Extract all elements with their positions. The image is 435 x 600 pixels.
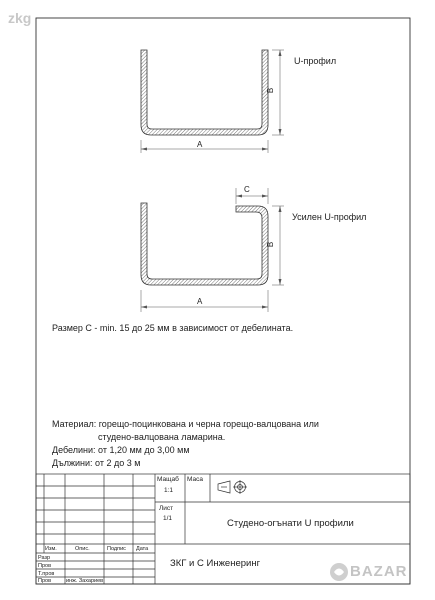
u-profile-outline — [141, 50, 268, 135]
dimension-b-label-2: B — [266, 241, 276, 248]
reinforced-u-profile-drawing — [141, 188, 284, 312]
reinforced-u-profile-title: Усилен U-профил — [292, 212, 367, 222]
dimension-a-label-2: A — [197, 297, 203, 306]
scale-label: Мащаб — [157, 476, 179, 483]
col-podpis: Подпис — [107, 546, 126, 552]
col-opis: Опис. — [75, 546, 90, 552]
size-c-note: Размер С - min. 15 до 25 мм в зависимост от дебелината. — [52, 323, 294, 333]
watermark-bottom: BAZAR — [350, 563, 408, 580]
drawing-title: Студено-огънати U профили — [227, 518, 354, 529]
material-line-1: Материал: горещо-поцинкована и черна горещо-валцована или — [52, 419, 319, 429]
dimension-a-label: A — [197, 140, 203, 149]
u-profile-drawing — [141, 50, 284, 153]
col-data: Дата — [136, 546, 149, 552]
bazar-logo — [330, 563, 348, 581]
material-line-2: студено-валцована ламарина. — [98, 432, 226, 442]
dimension-b-label: B — [266, 87, 276, 94]
row-tprov: Т.пров — [38, 571, 55, 577]
row-razr: Разр — [38, 555, 51, 561]
row-prov: Пров — [38, 563, 51, 569]
scale-value: 1:1 — [164, 487, 174, 494]
company-name: ЗКГ и С Инженеринг — [170, 558, 261, 569]
u-profile-title: U-профил — [294, 56, 337, 66]
reinforced-u-profile-outline — [141, 203, 268, 285]
watermark-top: zkg — [8, 10, 32, 26]
lengths-note: Дължини: от 2 до 3 м — [52, 458, 141, 468]
sheet-frame — [36, 18, 410, 584]
dimension-c-label: C — [244, 185, 250, 194]
mass-label: Маса — [187, 476, 203, 483]
projection-symbol-icon — [218, 480, 247, 494]
sheet-label: Лист — [159, 505, 174, 512]
col-izm: Изм. — [45, 546, 57, 552]
thickness-note: Дебелини: от 1,20 мм до 3,00 мм — [52, 445, 190, 455]
sheet-value: 1/1 — [163, 515, 173, 522]
designer-name: инж. Захариев — [66, 578, 104, 584]
row-prov-2: Пров — [38, 578, 51, 584]
